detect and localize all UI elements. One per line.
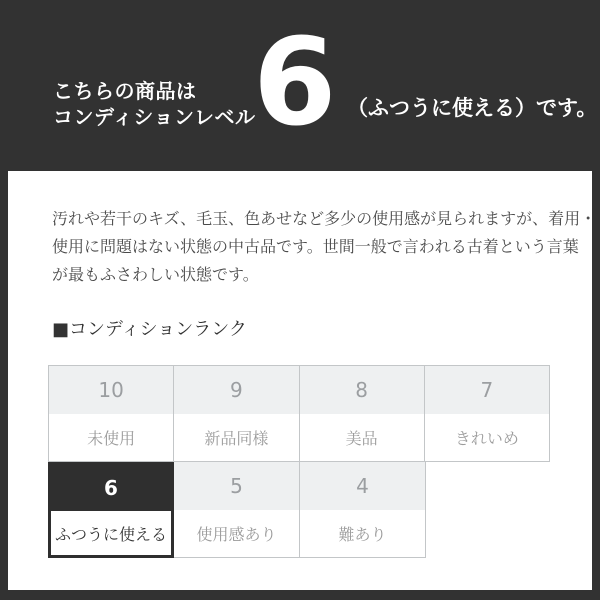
rank-cell-10 (49, 366, 173, 461)
rank-number-highlighted: 6 (51, 465, 171, 511)
condition-rank-table (48, 365, 550, 558)
condition-description (52, 205, 597, 289)
condition-description-line3: が最もふさわしい状態です。 (52, 265, 259, 284)
rank-number: 8 (300, 366, 424, 414)
condition-level-suffix: （ふつうに使える）です。 (347, 96, 598, 120)
condition-rank-section-title: ■コンディションランク (52, 319, 247, 340)
condition-description-line1: 汚れや若干のキズ、毛玉、色あせなど多少の使用感が見られますが、着用・ (52, 209, 597, 228)
rank-label: きれいめ (425, 414, 549, 461)
rank-number: 7 (425, 366, 549, 414)
rank-number: 4 (300, 462, 425, 510)
rank-label: 美品 (300, 414, 424, 461)
rank-table-lower-row (48, 462, 550, 558)
rank-label: 新品同様 (174, 414, 298, 461)
rank-cell-5 (174, 462, 300, 558)
rank-number: 9 (174, 366, 298, 414)
rank-label: 未使用 (49, 414, 173, 461)
condition-level-number: 6 (253, 14, 337, 153)
condition-description-line2: 使用に問題はない状態の中古品です。世間一般で言われる古着という言葉 (52, 237, 579, 256)
rank-label-highlighted: ふつうに使える (51, 511, 171, 555)
rank-cell-9 (173, 366, 298, 461)
rank-cell-4 (300, 462, 426, 558)
condition-panel (8, 171, 597, 590)
rank-label: 使用感あり (174, 510, 299, 557)
rank-number: 10 (49, 366, 173, 414)
rank-cell-8 (299, 366, 424, 461)
rank-cell-6-highlighted (48, 462, 174, 558)
condition-header-intro (53, 78, 256, 130)
condition-header-intro-line2: コンディションレベル (53, 105, 256, 129)
rank-table-upper-row (48, 365, 550, 462)
rank-cell-7 (424, 366, 549, 461)
rank-label: 難あり (300, 510, 425, 557)
condition-header (0, 0, 600, 171)
rank-number: 5 (174, 462, 299, 510)
condition-header-intro-line1: こちらの商品は (53, 79, 197, 103)
